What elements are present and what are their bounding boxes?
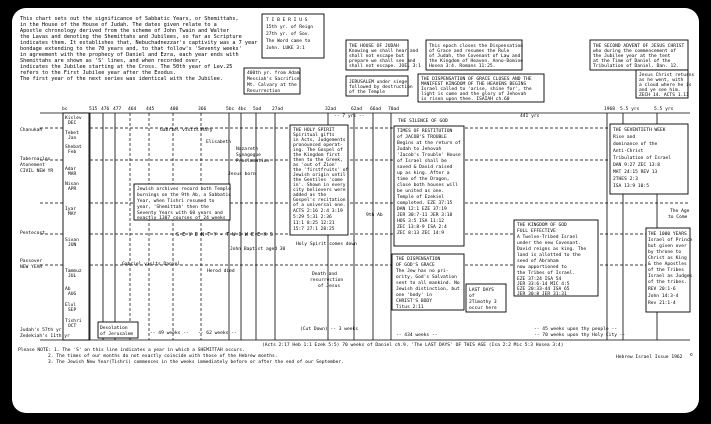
intro-line: indicates them. It establishes that, Nebuchadnezzar's captivity was a 7 year — [20, 40, 258, 46]
label-line: The Age — [670, 209, 690, 214]
label-line: Death and — [312, 272, 337, 277]
year-label: 366 — [198, 107, 207, 112]
box-line: prepare we shall see and — [349, 59, 416, 64]
box-line: David reigns as king. The — [517, 247, 587, 252]
box-line: OF GOD'S GRACE — [396, 263, 435, 268]
month-label: JUN — [68, 243, 77, 248]
box-line: JER 33:6-14 MIC 4:5 — [517, 282, 570, 287]
box-line: shall not escape. JOEL 3:1 — [349, 64, 421, 69]
note-line: as he went, with — [639, 78, 684, 83]
box-line: of JACOB'S TROUBLE — [397, 135, 447, 140]
box-line: completed. EZE 37:15 — [397, 201, 453, 206]
corner-mark: © — [690, 353, 693, 358]
intro-line: the Lavas and denoting the Shemittahs and Jubilees, so far as Scripture — [20, 34, 242, 40]
year-label: 5.5 yrs — [620, 107, 640, 112]
box-line: THE 1000 YEARS — [648, 232, 687, 237]
note-messiah — [244, 68, 300, 94]
event-label: Synagogue — [236, 153, 261, 158]
intro-line: Shemittahs are shown as 'S' lines, and when recorded over, — [20, 58, 202, 64]
box-line: the 'firstfruits' of — [293, 168, 349, 173]
note-line: MANIFEST KINGDOM OF THE HEAVENS BEGINS — [421, 82, 527, 87]
month-label: Shebat — [65, 145, 82, 150]
box-line: ISA 13:9 10:5 — [613, 184, 649, 189]
box-line: Judah to Jehovah — [397, 147, 442, 152]
bar-label: Zedekiah's 11th yr — [20, 334, 70, 339]
note-line: and ye see him. — [639, 88, 681, 93]
box-line: at the Time of Daniel of the — [593, 59, 671, 64]
holy-spirit-label: Holy Spirit comes down — [296, 242, 357, 247]
intro-line: in the House of the House of Judah. The dates given relate to a — [20, 22, 217, 28]
box-line: Rev 21:1-4 — [648, 301, 676, 306]
year-label: 32ad — [325, 107, 337, 112]
year-label: 400 — [170, 107, 179, 112]
times-of-restitution-box — [394, 126, 464, 246]
box-line: exactly 1307 courses of 24 weeks — [137, 216, 226, 221]
box-line: city believers were — [293, 188, 346, 193]
year-label: 62ad — [351, 107, 363, 112]
feast-label: Chanukah — [20, 128, 43, 133]
box-line: TIMES OF RESTITUTION — [397, 129, 453, 134]
event-label: John Baptist aged 30 — [230, 247, 286, 252]
box-line: THE HOUSE OF JUDAH — [349, 44, 399, 49]
year-label: 515 — [89, 107, 98, 112]
box-line: Anti-Christ — [613, 149, 644, 154]
box-line: by throne to — [648, 250, 682, 255]
ninth-ab-label: 9th Ab — [366, 213, 383, 218]
box-line: T I B E R I U S — [266, 18, 308, 23]
month-label: SEP — [68, 308, 77, 313]
box-line: 'Jacob's Trouble' House — [397, 153, 461, 158]
box-line: of Grace and resumes the Rule — [429, 49, 510, 54]
note-christ-returns — [636, 70, 695, 98]
label-line: to Come — [668, 215, 688, 220]
box-line: JER 30:7-11 JER 3:18 — [397, 213, 453, 218]
note-line: 400th yr. from Adam — [247, 71, 300, 76]
header-box-epoch — [426, 40, 523, 70]
box-line: Christ as King — [648, 256, 687, 261]
box-line: under the new Covenant. — [517, 241, 581, 246]
intro-line: bondage extending to the 70 years and, to that follow's 'Seventy weeks' — [20, 46, 242, 52]
month-label: DEC — [68, 121, 77, 126]
box-line: Year, when Tishri resumed to — [137, 199, 215, 204]
box-line: as 'out of Zion' — [293, 163, 338, 168]
intro-line: indicates the Jubilee starting at the Cross. The 50th year of Lev.25 — [20, 64, 233, 70]
box-line: of a universal one. — [293, 203, 346, 208]
event-label: Nazareth — [236, 147, 259, 152]
feast-label: Tabernacles — [20, 157, 51, 162]
box-line: THE DISPENSATION — [396, 257, 441, 262]
box-line: 5:29 5:31 2:36 — [293, 215, 332, 220]
month-label: JUL — [68, 274, 77, 279]
box-line: 27th yr. of Sov. — [266, 32, 311, 37]
event-label: Jesus born — [228, 172, 256, 177]
month-label: Sivan — [65, 238, 79, 243]
box-line: then to the Greek, — [293, 158, 343, 163]
note-line: THE DISPENSATION OF GRACE CLOSES AND THE — [421, 77, 532, 82]
jewish-archives-box — [134, 184, 231, 221]
box-line: added as the — [293, 193, 327, 198]
bar-label: Desolation — [100, 326, 128, 331]
box-line: year, 'Shemittah' then the — [137, 205, 209, 210]
feast-label: NEW YEAR — [20, 265, 43, 270]
note-line: is risen upon thee. ISAIAH ch.60 — [421, 97, 510, 102]
event-label: Gabriel visits Daniel — [122, 262, 181, 267]
kingdom-of-god-box — [514, 220, 598, 297]
note-line: 3. The Jewish New Year(Tishri) commences in the weeks immediately before or after the end of our September. — [48, 360, 344, 365]
note-line: light is come and the glory of Jehovah — [421, 92, 527, 97]
month-label: Nisan — [65, 182, 79, 187]
month-label: Kislev — [65, 116, 82, 121]
year-label: 476 — [101, 107, 110, 112]
year-label: 66ad — [370, 107, 382, 112]
box-line: Israel of Prince — [648, 238, 693, 243]
event-label: Proclamation — [236, 159, 270, 164]
span-label: THE SILENCE OF GOD — [398, 119, 448, 124]
box-line: the Tribes of Israel. — [517, 271, 576, 276]
event-label: Gabriel visits Mary — [160, 128, 213, 133]
box-line: THE HOLY SPIRIT — [293, 128, 335, 133]
box-line: THE SEVENTIETH WEEK — [613, 128, 666, 133]
bar-label: -- 70 weeks upon thy Holy City -- — [534, 333, 626, 338]
bar-label: -- 49 weeks -- — [150, 331, 189, 336]
scripture-refs: (Acts 2:17 Heb 1:1 Ezek 5:5) 70 weeks of Daniel ch.9. 'The LAST DAYS' OF THIS AGE (Isa 2:2 Mic 5:3 Hosea 3:4) — [262, 343, 564, 348]
month-label: Ab — [65, 287, 71, 292]
dispensation-of-grace-box — [392, 254, 464, 310]
note-jerusalem-siege — [346, 76, 413, 96]
event-label: Elisabeth — [206, 140, 231, 145]
note-line: Israel called to 'arise, shine for', the — [421, 87, 532, 92]
box-line: ZEC 8:13 ZEC 14:9 — [397, 231, 445, 236]
year-label: 5.5 yrs — [654, 107, 674, 112]
box-line: pronounced operat- — [293, 143, 343, 148]
box-line: Temple of Ezekiel — [397, 195, 445, 200]
box-line: Begins at the return of — [397, 141, 461, 146]
year-label: 4bc — [238, 107, 247, 112]
box-line: land is allotted to the — [517, 253, 581, 258]
box-line: LAST DAYS — [469, 288, 494, 293]
box-line: sent to all mankind. No — [396, 281, 460, 286]
box-line: Knowing we shall hear and — [349, 49, 419, 54]
intro-line: The first year of the next series was identical with the Jubilee. — [20, 76, 224, 82]
box-line: 15:7 27:1 28:25 — [293, 227, 335, 232]
note-line: ZECH 14. ACTS 1.11 — [639, 93, 689, 98]
box-line: ority, God's Salvation — [396, 275, 457, 280]
feast-label: Atonement — [20, 163, 45, 168]
note-line: Please NOTE: 1. The 'S' on this line indicates a year in which a SHEMITTAH occurs. — [18, 348, 245, 353]
box-line: CHRIST'S BODY — [396, 299, 432, 304]
month-label: Tebet — [65, 131, 79, 136]
month-label: Feb — [68, 150, 77, 155]
span-label: -- 7 yrs -- — [334, 114, 365, 119]
month-label: MAY — [68, 212, 77, 217]
holy-spirit-box — [290, 125, 349, 235]
box-line: one 'body' in — [396, 293, 432, 298]
box-line: of the tribes. — [648, 280, 687, 285]
box-line: EZE 37:24 ISA 54 — [517, 277, 562, 282]
box-line: Jewish distinction, but — [396, 287, 460, 292]
label-line: resurrection — [310, 278, 344, 283]
year-label: 27ad — [272, 107, 284, 112]
box-line: Jewish origin until — [293, 173, 346, 178]
intro-line: Apostle chronology derived from the scheme of John Twain and Walter — [20, 28, 230, 34]
box-line: Rise and — [613, 135, 636, 140]
box-line: Israel as Judges — [648, 274, 693, 279]
year-label: 1968 — [604, 107, 616, 112]
box-line: shall not escape but — [349, 54, 405, 59]
bar-label: of Jerusalem — [100, 332, 134, 337]
box-line: occur here — [469, 306, 497, 311]
feast-label: Passover — [20, 259, 43, 264]
note-line: Jesus Christ returns — [639, 73, 695, 78]
box-line: JER 30:8 JER 31:31 — [517, 292, 567, 297]
month-label: Jan — [68, 136, 77, 141]
box-line: Hosea 3:4. Romans 11:25. — [429, 64, 496, 69]
box-line: This epoch closes the Dispensation — [429, 44, 524, 49]
box-line: THE KINGDOM OF GOD — [517, 223, 567, 228]
month-label: Tishri — [65, 319, 82, 324]
box-line: 2Timothy 3 — [469, 300, 497, 305]
month-label: Tammuz — [65, 269, 82, 274]
box-line: of Israel shall be — [397, 159, 447, 164]
box-line: FULL EFFECTIVE — [517, 229, 556, 234]
box-line: the Kingdom of Heaven. Anno-Domine — [429, 59, 524, 64]
note-grace-closes — [418, 74, 544, 102]
box-line: HOS 3:5 ISA 11:12 — [397, 219, 445, 224]
box-line: Titus 2:11 — [396, 305, 424, 310]
box-line: dominance of the — [613, 142, 658, 147]
box-line: Seventy Years with 60 years and — [137, 211, 223, 216]
feast-label: CIVIL NEW YR — [20, 169, 54, 174]
box-line: Gospel's recitation — [293, 198, 346, 203]
note-line: Mt. Calvary at the — [247, 83, 297, 88]
box-line: time of the Dragon, — [397, 177, 450, 182]
signature: Hebrew Israel Issue 1962 — [616, 355, 683, 360]
box-line: Jewish archives record both Temple — [137, 187, 232, 192]
box-line: in Acts, Judgements — [293, 138, 346, 143]
box-line: DAN 12:1 EZE 37:19 — [397, 207, 447, 212]
box-line: the Gentiles 'come — [293, 178, 343, 183]
intro-line: in agreement with the prophecy of Daniel and Ezra, each year ends with — [20, 52, 239, 58]
box-line: & the Apostles — [648, 262, 687, 267]
note-line: Resurrection — [247, 89, 281, 94]
box-line: ing. The Gospel of — [293, 148, 343, 153]
box-line: of Judah, the Covenant of Law and — [429, 54, 521, 59]
box-line: EZE 20:33-44 ISA 65 — [517, 287, 570, 292]
box-line: who during the commencement of — [593, 49, 676, 54]
note-line: JERUSALEM under siege — [349, 80, 408, 85]
box-line: Tribulation of Daniel. Dan. 12. — [593, 64, 679, 69]
seventy-weeks-label: S E V E N T Y - T W O W E E K S — [176, 232, 273, 238]
note-line: 2. The times of our months do not exactly coincide with those of the Hebrew months. — [48, 354, 278, 359]
box-line: The Word came to — [266, 39, 311, 44]
header-box-tiberius — [262, 14, 324, 58]
year-label: 5bc — [226, 107, 235, 112]
month-label: Adar — [65, 167, 77, 172]
bar-label: -- 45 weeks upon thy people -- — [534, 327, 617, 332]
bar-label: -- 62 weeks -- — [198, 331, 237, 336]
box-line: 11:1 8:25 12:21 — [293, 221, 335, 226]
header-box-second-advent — [590, 40, 688, 70]
box-line: MAT 24:15 REV 13 — [613, 170, 658, 175]
year-label: 445 — [146, 107, 155, 112]
intro-line: This chart sets out the significance of Sabbatic Years, or Shemittahs, — [20, 16, 239, 22]
note-line: of the Temple — [349, 90, 385, 95]
box-line: of — [469, 294, 475, 299]
span-label: 441 yrs — [520, 114, 540, 119]
box-line: ACTS 2:16 2:4 3:19 — [293, 209, 343, 214]
box-line: THE SECOND ADVENT OF JESUS CHRIST — [593, 44, 685, 49]
box-line: Spiritual gifts — [293, 133, 335, 138]
year-label: 477 — [113, 107, 122, 112]
month-label: Iyar — [65, 207, 77, 212]
year-label: 464 — [128, 107, 137, 112]
event-label: Herod died — [207, 269, 235, 274]
year-label: 70ad — [388, 107, 400, 112]
month-label: OCT — [68, 324, 77, 329]
year-label: 5ad — [253, 107, 262, 112]
note-line: a cloud where he is — [639, 83, 692, 88]
box-line: close both houses will — [397, 183, 458, 188]
year-label: bc — [62, 107, 68, 112]
box-line: be united as one. — [397, 189, 445, 194]
box-line: ZEC 13:8-9 ISA 2:4 — [397, 225, 447, 230]
box-line: DAN 9:27 ZEC 13:8 — [613, 163, 661, 168]
box-line: A Twelve-Tribed Israel — [517, 235, 578, 240]
box-line: The Jew has no pri- — [396, 269, 449, 274]
box-line: the Jubilee year at the tent — [593, 54, 671, 59]
intro-line: refers to the First Jubilee year after the Exodus. — [20, 70, 177, 76]
feast-label: Pentecost — [20, 231, 45, 236]
box-line: of the Tribes — [648, 268, 684, 273]
box-line: burnings on the 9th Ab, a Sabbatic — [137, 193, 232, 198]
bar-label: -- 434 weeks -- — [396, 333, 438, 338]
box-line: now apportioned to — [517, 265, 567, 270]
label-line: of Jesus — [318, 284, 341, 289]
box-line: up as king. After a — [397, 171, 450, 176]
box-line: 2THES 2:3 — [613, 177, 638, 182]
box-line: Tribulation of Israel — [613, 156, 672, 161]
month-label: APR — [68, 187, 77, 192]
box-line: in'. Shown in every — [293, 183, 346, 188]
box-line: saved & David raised — [397, 165, 453, 170]
box-line: seed of Abraham — [517, 259, 559, 264]
month-column — [63, 113, 89, 340]
month-label: Elul — [65, 303, 77, 308]
seventieth-week-box — [610, 124, 688, 194]
box-line: 15th yr. of Reign — [266, 25, 314, 30]
box-line: the Kingdom first — [293, 153, 341, 158]
note-line: followed by destruction — [349, 85, 413, 90]
box-line: but given over — [648, 244, 687, 249]
box-line: John 14:3-4 — [648, 294, 679, 299]
note-line: Messiah's Sacrifice — [247, 77, 300, 82]
bar-label: Judah's 57th yr — [20, 328, 62, 333]
bar-label: (Cut Down) -- 3 weeks — [300, 327, 359, 332]
box-line: John. LUKE 3:1 — [266, 46, 305, 51]
last-days-box — [466, 284, 506, 312]
box-line: REV 20:1-6 — [648, 287, 676, 292]
month-label: AUG — [68, 292, 77, 297]
thousand-years-box — [646, 228, 692, 312]
month-label: MAR — [68, 172, 77, 177]
